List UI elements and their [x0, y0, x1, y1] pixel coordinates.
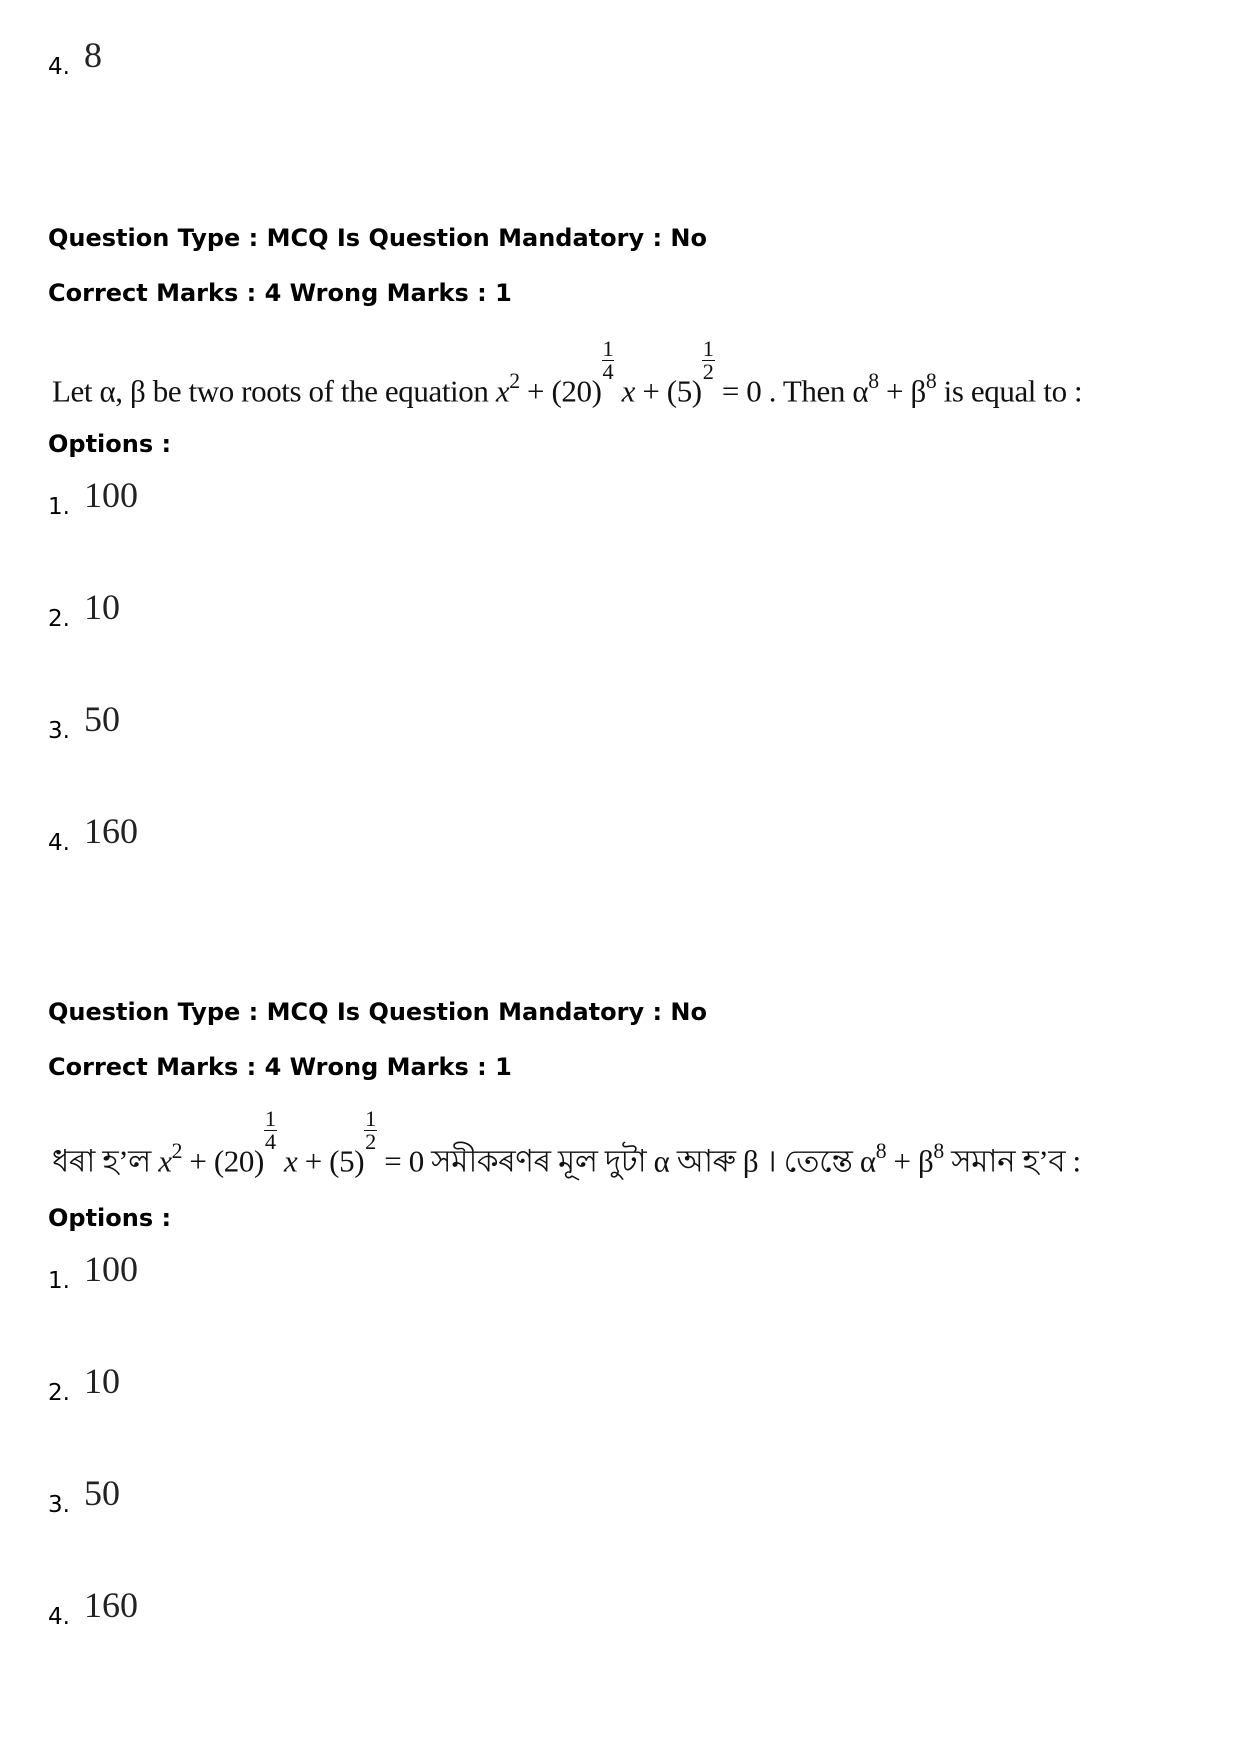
alpha: α	[653, 1143, 670, 1179]
question-prefix: Let α, β be two roots of the equation	[52, 373, 489, 409]
option-value: 100	[84, 1249, 138, 1289]
alpha: α	[852, 373, 869, 409]
question-type-line: Question Type : MCQ Is Question Mandatory : No	[48, 224, 707, 252]
option-value: 160	[84, 811, 138, 851]
eq-zero: = 0 .	[721, 373, 777, 409]
question-text	[52, 335, 1083, 409]
options-label: Options :	[48, 430, 172, 458]
plus: +	[886, 373, 904, 409]
eq-exp: 2	[509, 369, 520, 394]
option-value: 50	[84, 699, 120, 739]
option-value: 8	[84, 35, 102, 75]
eq-fraction: $\frac{1}{2}$	[702, 335, 714, 384]
beta: β	[918, 1143, 934, 1179]
eq-term: + (5)	[642, 373, 702, 409]
eq-fraction: $\frac{1}{4}$	[264, 1105, 276, 1154]
option-number: 3.	[48, 1492, 70, 1518]
eq-x: x	[495, 373, 510, 409]
plus: +	[893, 1143, 911, 1179]
option-value: 50	[84, 1473, 120, 1513]
exp: 8	[875, 1139, 887, 1164]
option-value: 160	[84, 1585, 138, 1625]
eq-x: x	[158, 1143, 172, 1179]
question-then: Then	[782, 373, 845, 409]
exp: 8	[925, 369, 937, 394]
option-number: 1.	[48, 1268, 70, 1294]
option-number: 4.	[48, 830, 70, 856]
alpha: α	[859, 1143, 876, 1179]
marks-line: Correct Marks : 4 Wrong Marks : 1	[48, 1053, 512, 1081]
eq-fraction: $\frac{1}{2}$	[365, 1105, 376, 1154]
question-and: আৰু	[676, 1143, 736, 1179]
options-label: Options :	[48, 1204, 172, 1232]
question-suffix: is equal to :	[943, 373, 1083, 409]
question-mid: সমীকৰণৰ মূল দুটা	[431, 1143, 647, 1179]
eq-x: x	[621, 373, 635, 409]
option-number: 4.	[48, 54, 70, 80]
exp: 8	[868, 369, 879, 394]
eq-zero: = 0	[384, 1143, 424, 1179]
question-suffix: সমান হ’ব :	[951, 1143, 1081, 1179]
question-type-line: Question Type : MCQ Is Question Mandatory : No	[48, 998, 707, 1026]
exp: 8	[933, 1139, 944, 1164]
question-prefix: ধৰা হ’ল	[52, 1143, 151, 1179]
eq-term: + (5)	[304, 1143, 365, 1179]
eq-x: x	[284, 1143, 298, 1179]
eq-fraction: $\frac{1}{4}$	[602, 335, 614, 384]
option-value: 10	[84, 1361, 120, 1401]
option-number: 2.	[48, 1380, 70, 1406]
question-then: । তেন্তে	[765, 1143, 853, 1179]
beta: β	[910, 373, 926, 409]
marks-line: Correct Marks : 4 Wrong Marks : 1	[48, 279, 512, 307]
option-number: 3.	[48, 718, 70, 744]
option-number: 2.	[48, 606, 70, 632]
eq-exp: 2	[171, 1139, 183, 1164]
beta: β	[742, 1143, 759, 1179]
option-value: 10	[84, 587, 120, 627]
eq-term: + (20)	[527, 373, 602, 409]
option-number: 4.	[48, 1604, 70, 1630]
eq-term: + (20)	[189, 1143, 264, 1179]
option-number: 1.	[48, 494, 70, 520]
question-text	[52, 1105, 1081, 1189]
option-value: 100	[84, 475, 138, 515]
